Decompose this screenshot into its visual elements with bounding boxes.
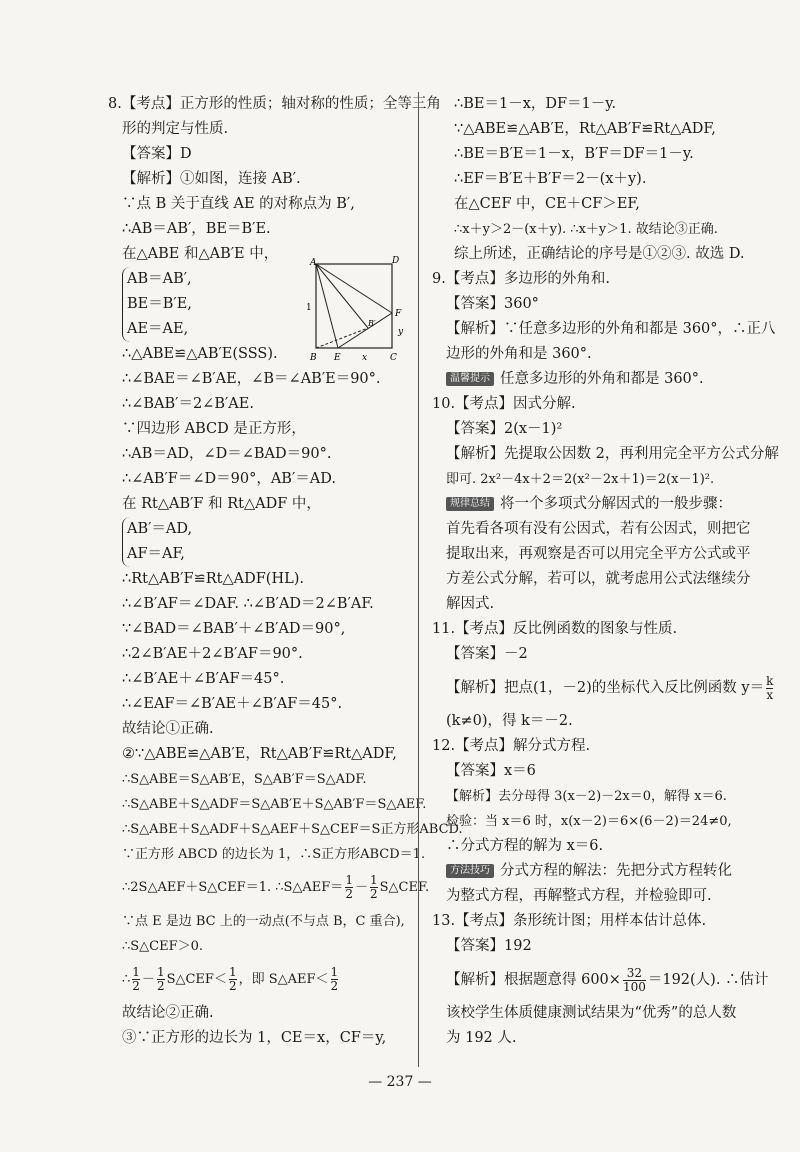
text-line: AB′＝AD,	[127, 521, 193, 537]
label-y: y	[398, 327, 404, 337]
text-line: ∴BE＝B′E＝1－x，B′F＝DF＝1－y.	[454, 146, 694, 162]
text-line: 【解析】先提取公因数 2，再利用完全平方公式分解	[446, 446, 779, 462]
text-line: 【解析】去分母得 3(x－2)－2x＝0，解得 x＝6.	[446, 789, 727, 804]
brace-group	[122, 267, 192, 342]
label-a: A	[310, 258, 317, 268]
label-f: F	[395, 309, 402, 319]
tip-text: 将一个多项式分解因式的一般步骤：	[500, 496, 732, 512]
text-line: 首先看各项有没有公因式，若有公因式，则把它	[446, 521, 751, 537]
text-segment: S△CEF.	[379, 880, 430, 895]
tip-badge: 温馨提示	[446, 372, 494, 386]
text-line: 为 192 人.	[446, 1030, 517, 1046]
text-segment: S△CEF＜	[166, 972, 227, 987]
square-figure	[304, 256, 416, 366]
equation-system	[108, 517, 410, 567]
text-line: 【答案】－2	[446, 646, 528, 662]
text-line: ∵∠BAD＝∠BAB′＋∠B′AD＝90°,	[122, 621, 346, 637]
text-segment: 【解析】把点(1，－2)的坐标代入反比例函数 y＝	[446, 680, 765, 696]
denominator: 100	[622, 979, 646, 994]
tip-line	[432, 492, 732, 517]
text-line: ∴分式方程的解为 x＝6.	[446, 838, 604, 854]
text-segment: 【解析】根据题意得 600×	[446, 972, 621, 988]
fraction	[623, 967, 646, 994]
text-line	[432, 667, 774, 709]
numerator: 1	[132, 965, 140, 979]
label-x: x	[362, 353, 368, 363]
text-line: AE＝AE,	[127, 321, 189, 337]
text-line: ∴2∠B′AE＋2∠B′AF＝90°.	[122, 646, 303, 662]
text-line: ③∵正方形的边长为 1，CE＝x，CF＝y,	[122, 1030, 387, 1046]
numerator: 1	[330, 965, 339, 979]
fraction	[766, 675, 773, 702]
denominator: 2	[345, 887, 353, 901]
denominator: 2	[228, 979, 237, 993]
denominator: 2	[330, 979, 339, 993]
text-segment: －	[141, 972, 155, 987]
text-line: 故结论①正确.	[122, 721, 214, 737]
segment-ab-prime	[316, 264, 368, 328]
text-line: 边形的外角和是 360°.	[446, 346, 592, 362]
label-d: D	[392, 256, 400, 266]
numerator: 1	[345, 873, 353, 887]
text-line: ∴∠AB′F＝∠D＝90°，AB′＝AD.	[122, 471, 336, 487]
text-line: 11.【考点】反比例函数的图象与性质.	[432, 621, 678, 637]
text-line: 【答案】192	[446, 938, 532, 954]
text-line: 【答案】D	[122, 146, 192, 162]
text-line: 在 Rt△AB′F 和 Rt△ADF 中，	[122, 496, 321, 512]
numerator: 32	[626, 965, 643, 980]
fraction	[132, 966, 140, 993]
text-line: ∴EF＝B′E＋B′F＝2－(x＋y).	[454, 171, 647, 187]
text-line: ∵点 B 关于直线 AE 的对称点为 B′,	[122, 196, 355, 212]
tip-badge: 规律总结	[446, 497, 494, 511]
label-b-prime: B′	[368, 319, 376, 328]
text-segment: ∴	[122, 972, 131, 987]
fraction	[157, 966, 165, 993]
text-line: ∵正方形 ABCD 的边长为 1，∴S正方形ABCD＝1.	[122, 847, 426, 862]
label-c: C	[390, 353, 397, 363]
text-line	[108, 959, 410, 1001]
text-segment: ，即 S△AEF＜	[238, 972, 329, 987]
text-line: 【答案】x＝6	[446, 763, 536, 779]
numerator: 1	[156, 965, 165, 979]
text-line: ∴∠BAE＝∠B′AE，∠B＝∠AB′E＝90°.	[122, 371, 381, 387]
tip-line	[432, 367, 724, 392]
text-line: ∵点 E 是边 BC 上的一动点(不与点 B，C 重合),	[122, 914, 405, 929]
text-line: 8.【考点】正方形的性质；轴对称的性质；全等三角	[108, 96, 441, 112]
text-line: 12.【考点】解分式方程.	[432, 738, 591, 754]
tip-line	[432, 859, 732, 884]
tip-text: 任意多边形的外角和都是 360°.	[500, 371, 704, 387]
page-number: — 237 —	[368, 1074, 432, 1090]
text-line: 【解析】∵任意多边形的外角和都是 360°，∴正八	[446, 321, 776, 337]
text-line: 解因式.	[446, 596, 495, 612]
text-line: 检验：当 x＝6 时，x(x－2)＝6×(6－2)＝24≠0,	[446, 814, 732, 829]
text-line: 【解析】①如图，连接 AB′.	[122, 171, 301, 187]
text-line: ∵△ABE≌△AB′E，Rt△AB′F≌Rt△ADF,	[454, 121, 716, 137]
label-side-length: 1	[306, 303, 312, 313]
text-line: 10.【考点】因式分解.	[432, 396, 576, 412]
fraction	[345, 874, 353, 901]
left-column	[108, 92, 463, 1051]
text-line: ∴x＋y＞2－(x＋y). ∴x＋y＞1. 故结论③正确.	[454, 222, 718, 237]
numerator: k	[766, 673, 774, 688]
text-line: 综上所述，正确结论的序号是①②③. 故选 D.	[454, 246, 745, 262]
text-line: ∴BE＝1－x，DF＝1－y.	[454, 96, 617, 112]
text-line: 【答案】360°	[446, 296, 539, 312]
text-line: ∴S△CEF＞0.	[122, 939, 204, 954]
denominator: 2	[156, 979, 165, 993]
text-line: 方差公式分解，若可以，就考虑用公式法继续分	[446, 571, 751, 587]
right-column	[432, 92, 779, 1051]
text-segment: ＝192(人). ∴估计	[647, 972, 769, 988]
text-line: ∴S△ABE＋S△ADF＋S△AEF＋S△CEF＝S正方形ABCD.	[122, 822, 463, 837]
text-line: BE＝B′E,	[127, 296, 192, 312]
column-divider	[418, 92, 419, 1067]
text-line: 【答案】2(x－1)²	[446, 421, 563, 437]
text-line: ∴S△ABE＋S△ADF＝S△AB′E＋S△AB′F＝S△AEF.	[122, 797, 427, 812]
text-line: ∴∠B′AF＝∠DAF. ∴∠B′AD＝2∠B′AF.	[122, 596, 374, 612]
text-line	[108, 867, 430, 909]
text-line: 形的判定与性质.	[122, 121, 229, 137]
text-line: 提取出来，再观察是否可以用完全平方公式或平	[446, 546, 751, 562]
segment-ef	[338, 313, 392, 348]
text-line: 故结论②正确.	[122, 1005, 214, 1021]
text-segment: ∴2S△AEF＋S△CEF＝1. ∴S△AEF＝	[122, 880, 344, 895]
text-line: ∴△ABE≌△AB′E(SSS).	[122, 346, 278, 362]
text-line: (k≠0)，得 k＝－2.	[446, 713, 573, 729]
denominator: 2	[369, 887, 378, 901]
label-e: E	[334, 353, 341, 363]
text-line: 13.【考点】条形统计图；用样本估计总体.	[432, 913, 707, 929]
text-line: 9.【考点】多边形的外角和.	[432, 271, 610, 287]
brace-group	[122, 517, 192, 567]
text-line: ∴∠BAB′＝2∠B′AE.	[122, 396, 254, 412]
text-line: ∵四边形 ABCD 是正方形，	[122, 421, 306, 437]
tip-badge: 方法技巧	[446, 864, 494, 878]
text-line: ∴AB＝AD，∠D＝∠BAD＝90°.	[122, 446, 332, 462]
text-line: 即可. 2x²－4x＋2＝2(x²－2x＋1)＝2(x－1)².	[446, 472, 715, 487]
denominator: x	[766, 687, 774, 702]
label-b: B	[310, 353, 317, 363]
numerator: 1	[369, 873, 378, 887]
text-line: ∴∠B′AE＋∠B′AF＝45°.	[122, 671, 285, 687]
text-line: ∴Rt△AB′F≌Rt△ADF(HL).	[122, 571, 305, 587]
text-line: 该校学生体质健康测试结果为“优秀”的总人数	[446, 1005, 737, 1021]
text-segment: －	[354, 880, 368, 895]
text-line: ∴AB＝AB′，BE＝B′E.	[122, 221, 271, 237]
fraction	[229, 966, 237, 993]
numerator: 1	[228, 965, 237, 979]
text-line: AB＝AB′,	[127, 271, 192, 287]
denominator: 2	[132, 979, 140, 993]
text-line: ②∵△ABE≌△AB′E，Rt△AB′F≌Rt△ADF,	[122, 746, 397, 762]
text-line	[432, 959, 769, 1001]
text-line: ∴∠EAF＝∠B′AE＋∠B′AF＝45°.	[122, 696, 343, 712]
tip-text: 分式方程的解法：先把分式方程转化	[500, 863, 732, 879]
text-line: 在△CEF 中，CE＋CF＞EF,	[454, 196, 640, 212]
text-line: 为整式方程，再解整式方程，并检验即可.	[446, 888, 712, 904]
fraction	[331, 966, 339, 993]
text-line: AF＝AF,	[127, 546, 185, 562]
text-line: 在△ABE 和△AB′E 中，	[122, 246, 279, 262]
fraction	[370, 874, 378, 901]
text-line: ∴S△ABE＝S△AB′E，S△AB′F＝S△ADF.	[122, 772, 367, 787]
